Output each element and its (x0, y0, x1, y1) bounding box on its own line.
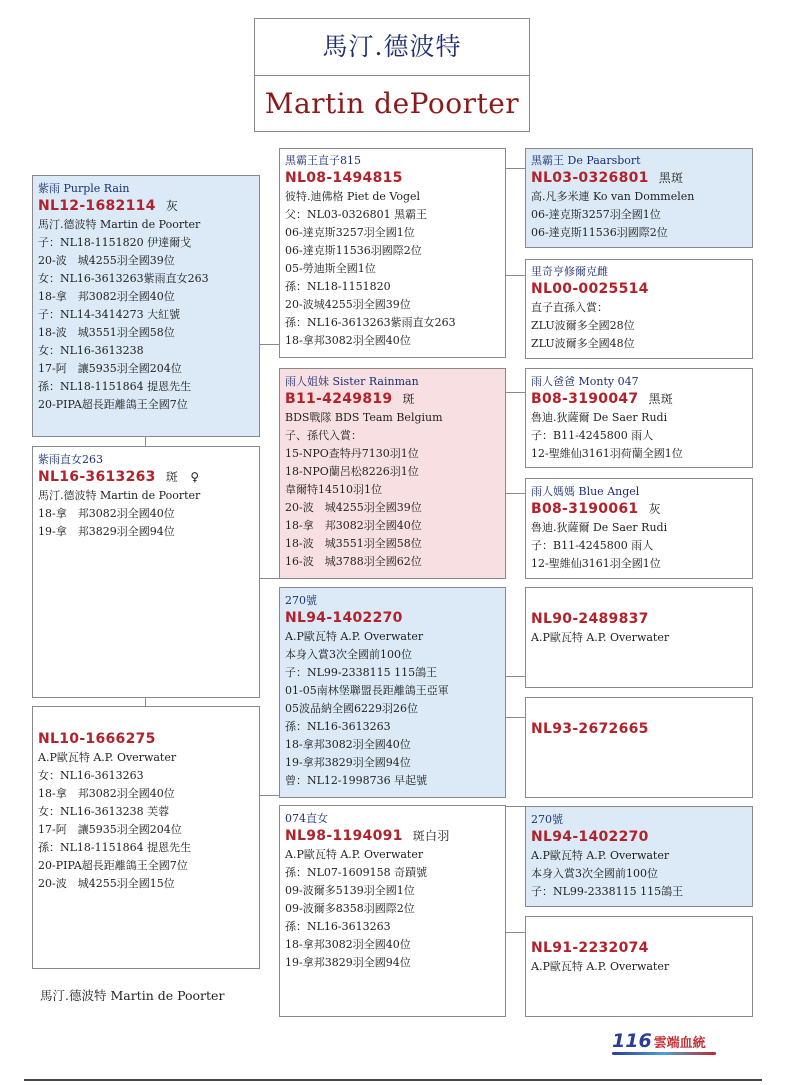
owner-name-chinese: 馬汀.德波特 (255, 19, 529, 76)
ring-number: NL12-1682114 (38, 198, 156, 214)
footer-owner-name: 馬汀.德波特 Martin de Poorter (40, 988, 225, 1003)
grandsire-sire-card[interactable] (279, 148, 506, 358)
ring-number: NL94-1402270 (285, 610, 403, 626)
card-line: 魯迪.狄薩爾 De Saer Rudi (531, 411, 668, 424)
card-lines (531, 519, 748, 573)
card-lines (285, 846, 501, 972)
card-header: 074直女 (285, 812, 328, 825)
card-line: 孫：NL18-1151820 (285, 280, 391, 293)
card-header: 紫雨直女263 (38, 453, 103, 466)
card-lines (531, 629, 748, 647)
card-lines (38, 216, 255, 414)
card-line: BDS戰隊 BDS Team Belgium (285, 411, 443, 424)
card-lines (531, 958, 748, 976)
ancestor-card-4[interactable] (525, 478, 753, 579)
card-header: 雨人姐妹 Sister Rainman (285, 375, 419, 388)
card-line: 父：NL03-0326801 黑霸王 (285, 208, 428, 221)
card-line: 孫：NL16-3613263 (285, 720, 391, 733)
card-line: ZLU波爾多全國28位 (531, 319, 635, 332)
card-line: 孫：NL07-1609158 奇蹟號 (285, 866, 428, 879)
logo-swoosh (612, 1052, 716, 1055)
card-line: 18-拿邦3082羽全國40位 (285, 738, 411, 751)
card-line: A.P歐瓦特 A.P. Overwater (531, 631, 670, 644)
card-line: 子：B11-4245800 雨人 (531, 539, 654, 552)
ring-number: NL91-2232074 (531, 940, 649, 956)
ancestor-card-5[interactable] (525, 587, 753, 688)
card-header: 270號 (531, 813, 563, 826)
feather-color: 斑 ♀ (165, 470, 200, 484)
pedigree-title-box (254, 18, 530, 132)
card-line: 05-勞迪斯全國1位 (285, 262, 376, 275)
card-line: 12-聖維仙3161羽荷蘭全國1位 (531, 447, 683, 460)
owner-name-english: Martin dePoorter (264, 87, 520, 120)
card-line: 馬汀.德波特 Martin de Poorter (38, 218, 201, 231)
card-line: 06-達克斯3257羽全國1位 (285, 226, 415, 239)
ring-number: NL90-2489837 (531, 611, 649, 627)
granddam-sire-card[interactable] (279, 368, 506, 579)
sire-card[interactable] (32, 175, 260, 437)
ring-number: NL93-2672665 (531, 721, 649, 737)
feather-color: 灰 (648, 502, 661, 516)
connector (145, 436, 146, 446)
card-line: 18-拿 邦3082羽全國40位 (285, 519, 422, 532)
connector (505, 493, 525, 494)
ring-number: NL16-3613263 (38, 469, 156, 485)
card-line: 子：B11-4245800 雨人 (531, 429, 654, 442)
card-lines (38, 487, 255, 541)
card-lines (531, 188, 748, 242)
connector (505, 717, 525, 718)
card-line: A.P歐瓦特 A.P. Overwater (531, 849, 670, 862)
card-line: 直子直孫入賞： (531, 301, 608, 314)
card-line: 06-達克斯11536羽國際2位 (531, 226, 668, 239)
card-line: A.P歐瓦特 A.P. Overwater (38, 751, 177, 764)
connector (505, 806, 525, 807)
card-line: 18-波 城3551羽全國58位 (285, 537, 422, 550)
ancestor-card-3[interactable] (525, 368, 753, 468)
feather-color: 灰 (165, 199, 179, 213)
card-line: 20-PIPA超長距離鴿王全國7位 (38, 859, 188, 872)
card-line: 20-波 城4255羽全國39位 (38, 254, 175, 267)
card-line: ZLU波爾多全國48位 (531, 337, 635, 350)
card-line: 18-拿邦3082羽全國40位 (285, 334, 411, 347)
connector (259, 344, 279, 345)
card-line: 20-PIPA超長距離鴿王全國7位 (38, 398, 188, 411)
ancestor-card-2[interactable] (525, 259, 753, 359)
card-line: 18-拿邦3082羽全國40位 (285, 938, 411, 951)
card-line: 本身入賞3次全國前100位 (285, 648, 412, 661)
card-line: 韋爾特14510羽1位 (285, 483, 382, 496)
ancestor-card-8[interactable] (525, 916, 753, 1017)
card-line: 曾：NL12-1998736 早起號 (285, 774, 428, 787)
feather-color: 黑斑 (648, 392, 674, 406)
card-line: 18-NPO蘭呂松8226羽1位 (285, 465, 419, 478)
feather-color: 斑 (402, 392, 415, 406)
card-header: 雨人媽媽 Blue Angel (531, 485, 640, 498)
card-header: 黑霸王 De Paarsbort (531, 154, 641, 167)
card-lines (531, 409, 748, 463)
connector (505, 392, 525, 393)
card-line: 16-波 城3788羽全國62位 (285, 555, 422, 568)
card-header: 雨人爸爸 Monty 047 (531, 375, 639, 388)
card-line: 子：NL14-3414273 大紅號 (38, 308, 181, 321)
ring-number: NL94-1402270 (531, 829, 649, 845)
connector (505, 168, 525, 169)
card-line: 18-波 城3551羽全國58位 (38, 326, 175, 339)
ring-number: B11-4249819 (285, 391, 393, 407)
card-line: 06-達克斯11536羽國際2位 (285, 244, 422, 257)
card-lines (285, 409, 501, 571)
card-header: 紫雨 Purple Rain (38, 182, 130, 195)
card-line: 孫：NL18-1151864 提恩先生 (38, 841, 192, 854)
card-line: 女：NL16-3613238 芙蓉 (38, 805, 170, 818)
card-lines (38, 749, 255, 893)
connector (145, 697, 146, 706)
feather-color: 黑斑 (658, 171, 684, 185)
card-line: 本身入賞3次全國前100位 (531, 867, 658, 880)
ring-number: NL03-0326801 (531, 170, 649, 186)
card-header: 黑霸王直子815 (285, 154, 361, 167)
card-line: 高.凡多米連 Ko van Dommelen (531, 190, 695, 203)
card-line: 09-波爾多8358羽國際2位 (285, 902, 415, 915)
connector (505, 932, 525, 933)
card-lines (531, 299, 748, 353)
card-line: A.P歐瓦特 A.P. Overwater (531, 960, 670, 973)
card-line: 魯迪.狄薩爾 De Saer Rudi (531, 521, 668, 534)
card-line: 子、孫代入賞： (285, 429, 362, 442)
granddam-dam-card[interactable] (279, 805, 506, 1017)
ring-number: B08-3190047 (531, 391, 639, 407)
card-line: 17-阿 讓5935羽全國204位 (38, 823, 182, 836)
card-line: 孫：NL16-3613263紫雨直女263 (285, 316, 456, 329)
card-line: 18-拿 邦3082羽全國40位 (38, 787, 175, 800)
card-header: 270號 (285, 594, 317, 607)
card-line: 女：NL16-3613263紫雨直女263 (38, 272, 209, 285)
cloud-pedigree-logo[interactable] (612, 1030, 722, 1056)
ring-number: B08-3190061 (531, 501, 639, 517)
connector (259, 795, 279, 796)
card-line: 女：NL16-3613263 (38, 769, 144, 782)
card-line: 子：NL99-2338115 115鴿王 (285, 666, 438, 679)
logo-number: 116 (612, 1030, 652, 1052)
card-lines (285, 188, 501, 350)
card-header: 里奇亨修爾克雌 (531, 265, 608, 278)
card-line: 馬汀.德波特 Martin de Poorter (38, 489, 201, 502)
card-line: 子：NL99-2338115 115鴿王 (531, 885, 684, 898)
grandsire-dam-card[interactable] (279, 587, 506, 798)
card-lines (531, 847, 748, 901)
card-line: 01-05南林堡聯盟長距離鴿王亞軍 (285, 684, 449, 697)
card-line: 19-拿 邦3829羽全國94位 (38, 525, 175, 538)
card-line: 18-拿 邦3082羽全國40位 (38, 507, 175, 520)
card-line: 15-NPO查特丹7130羽1位 (285, 447, 419, 460)
ancestor-card-1[interactable] (525, 148, 753, 248)
ancestor-card-6[interactable] (525, 697, 753, 798)
card-lines (285, 628, 501, 790)
card-line: 女：NL16-3613238 (38, 344, 144, 357)
card-line: 20-波城4255羽全國39位 (285, 298, 411, 311)
card-line: 06-達克斯3257羽全國1位 (531, 208, 661, 221)
connector (505, 275, 525, 276)
logo-text: 雲端血統 (653, 1036, 706, 1051)
card-line: A.P歐瓦特 A.P. Overwater (285, 848, 424, 861)
card-line: 子：NL18-1151820 伊達爾戈 (38, 236, 192, 249)
dam-card[interactable] (32, 706, 260, 969)
card-line: 09-波爾多5139羽全國1位 (285, 884, 415, 897)
card-line: A.P歐瓦特 A.P. Overwater (285, 630, 424, 643)
card-line: 12-聖維仙3161羽全國1位 (531, 557, 661, 570)
ring-number: NL10-1666275 (38, 731, 156, 747)
ring-number: NL08-1494815 (285, 170, 403, 186)
connector (505, 676, 525, 677)
card-line: 彼特.迪佛格 Piet de Vogel (285, 190, 421, 203)
subject-bird-card[interactable] (32, 446, 260, 698)
card-line: 19-拿邦3829羽全國94位 (285, 756, 411, 769)
card-line: 20-波 城4255羽全國15位 (38, 877, 175, 890)
connector (259, 578, 279, 579)
card-line: 孫：NL16-3613263 (285, 920, 391, 933)
card-line: 20-波 城4255羽全國39位 (285, 501, 422, 514)
card-line: 孫：NL18-1151864 提恩先生 (38, 380, 192, 393)
feather-color: 斑白羽 (412, 829, 450, 843)
ring-number: NL98-1194091 (285, 828, 403, 844)
card-line: 18-拿 邦3082羽全國40位 (38, 290, 175, 303)
card-line: 05波品納全國6229羽26位 (285, 702, 418, 715)
card-line: 19-拿邦3829羽全國94位 (285, 956, 411, 969)
ancestor-card-7[interactable] (525, 806, 753, 907)
bottom-divider (24, 1079, 762, 1081)
card-line: 17-阿 讓5935羽全國204位 (38, 362, 182, 375)
ring-number: NL00-0025514 (531, 281, 649, 297)
